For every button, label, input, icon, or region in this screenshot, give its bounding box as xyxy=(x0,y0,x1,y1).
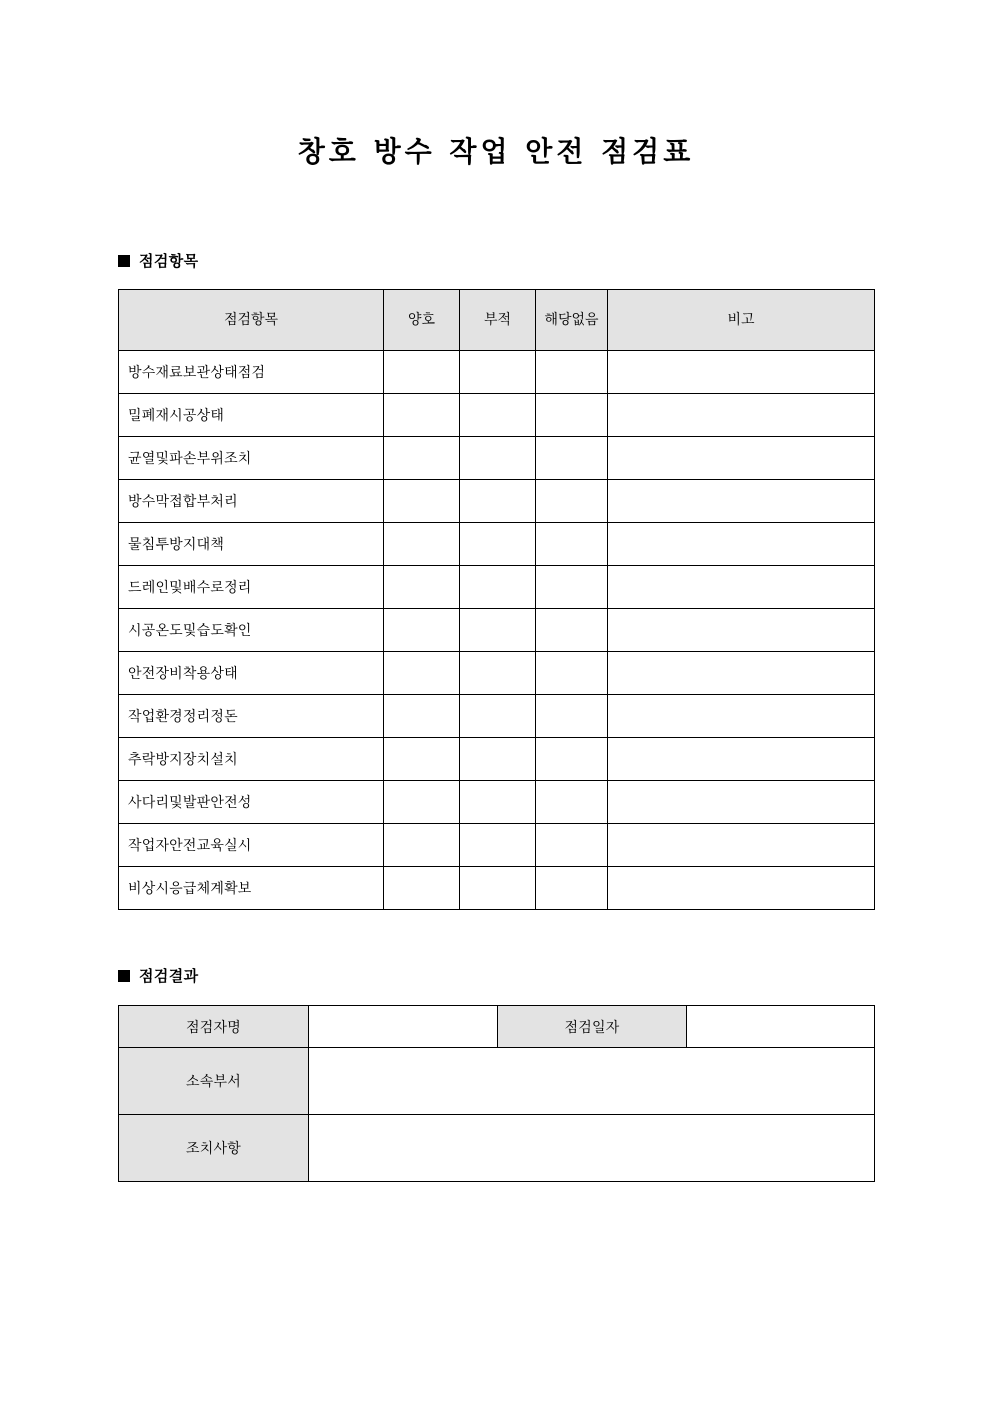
item-label: 비상시응급체계확보 xyxy=(119,867,384,910)
na-checkbox-cell[interactable] xyxy=(536,437,608,480)
table-row xyxy=(119,867,875,910)
na-checkbox-cell[interactable] xyxy=(536,609,608,652)
bad-checkbox-cell[interactable] xyxy=(460,523,536,566)
na-checkbox-cell[interactable] xyxy=(536,351,608,394)
bad-checkbox-cell[interactable] xyxy=(460,609,536,652)
table-header-row xyxy=(119,290,875,351)
na-checkbox-cell[interactable] xyxy=(536,394,608,437)
column-header-bad: 부적 xyxy=(460,290,536,351)
note-cell[interactable] xyxy=(608,738,875,781)
bad-checkbox-cell[interactable] xyxy=(460,781,536,824)
good-checkbox-cell[interactable] xyxy=(384,867,460,910)
good-checkbox-cell[interactable] xyxy=(384,609,460,652)
note-cell[interactable] xyxy=(608,781,875,824)
note-cell[interactable] xyxy=(608,695,875,738)
good-checkbox-cell[interactable] xyxy=(384,781,460,824)
table-row xyxy=(119,652,875,695)
na-checkbox-cell[interactable] xyxy=(536,738,608,781)
na-checkbox-cell[interactable] xyxy=(536,781,608,824)
section-heading-inspection-result xyxy=(118,965,199,986)
inspection-date-field[interactable] xyxy=(687,1006,875,1048)
column-header-item: 점검항목 xyxy=(119,290,384,351)
na-checkbox-cell[interactable] xyxy=(536,566,608,609)
table-row xyxy=(119,523,875,566)
section-heading-label: 점검결과 xyxy=(139,967,199,985)
black-square-bullet-icon xyxy=(118,255,130,267)
inspection-date-label: 점검일자 xyxy=(498,1006,687,1048)
column-header-note: 비고 xyxy=(608,290,875,351)
na-checkbox-cell[interactable] xyxy=(536,652,608,695)
good-checkbox-cell[interactable] xyxy=(384,695,460,738)
good-checkbox-cell[interactable] xyxy=(384,394,460,437)
good-checkbox-cell[interactable] xyxy=(384,652,460,695)
good-checkbox-cell[interactable] xyxy=(384,480,460,523)
item-label: 추락방지장치설치 xyxy=(119,738,384,781)
item-label: 사다리및발판안전성 xyxy=(119,781,384,824)
bad-checkbox-cell[interactable] xyxy=(460,867,536,910)
bad-checkbox-cell[interactable] xyxy=(460,480,536,523)
na-checkbox-cell[interactable] xyxy=(536,824,608,867)
na-checkbox-cell[interactable] xyxy=(536,523,608,566)
table-row xyxy=(119,781,875,824)
table-row xyxy=(119,394,875,437)
action-label: 조치사항 xyxy=(119,1115,309,1182)
table-row xyxy=(119,609,875,652)
bad-checkbox-cell[interactable] xyxy=(460,695,536,738)
page-title: 창호 방수 작업 안전 점검표 xyxy=(297,135,695,168)
note-cell[interactable] xyxy=(608,523,875,566)
inspection-items-table xyxy=(118,289,875,910)
item-label: 작업환경정리정돈 xyxy=(119,695,384,738)
item-label: 방수재료보관상태점검 xyxy=(119,351,384,394)
column-header-good: 양호 xyxy=(384,290,460,351)
item-label: 시공온도및습도확인 xyxy=(119,609,384,652)
bad-checkbox-cell[interactable] xyxy=(460,738,536,781)
section-heading-label: 점검항목 xyxy=(139,252,199,270)
na-checkbox-cell[interactable] xyxy=(536,695,608,738)
item-label: 드레인및배수로정리 xyxy=(119,566,384,609)
inspector-name-field[interactable] xyxy=(309,1006,498,1048)
note-cell[interactable] xyxy=(608,437,875,480)
item-label: 물침투방지대책 xyxy=(119,523,384,566)
bad-checkbox-cell[interactable] xyxy=(460,652,536,695)
bad-checkbox-cell[interactable] xyxy=(460,437,536,480)
column-header-na: 해당없음 xyxy=(536,290,608,351)
inspection-items-body xyxy=(119,351,875,910)
na-checkbox-cell[interactable] xyxy=(536,867,608,910)
item-label: 균열및파손부위조치 xyxy=(119,437,384,480)
good-checkbox-cell[interactable] xyxy=(384,566,460,609)
note-cell[interactable] xyxy=(608,867,875,910)
department-label: 소속부서 xyxy=(119,1048,309,1115)
table-row xyxy=(119,437,875,480)
inspector-name-label: 점검자명 xyxy=(119,1006,309,1048)
note-cell[interactable] xyxy=(608,480,875,523)
item-label: 방수막접합부처리 xyxy=(119,480,384,523)
department-field[interactable] xyxy=(309,1048,875,1115)
good-checkbox-cell[interactable] xyxy=(384,437,460,480)
table-row xyxy=(119,738,875,781)
section-heading-inspection-items xyxy=(118,250,199,271)
good-checkbox-cell[interactable] xyxy=(384,351,460,394)
note-cell[interactable] xyxy=(608,566,875,609)
black-square-bullet-icon xyxy=(118,970,130,982)
table-row xyxy=(119,1115,875,1182)
item-label: 작업자안전교육실시 xyxy=(119,824,384,867)
item-label: 밀폐재시공상태 xyxy=(119,394,384,437)
bad-checkbox-cell[interactable] xyxy=(460,566,536,609)
note-cell[interactable] xyxy=(608,609,875,652)
good-checkbox-cell[interactable] xyxy=(384,824,460,867)
table-row xyxy=(119,351,875,394)
action-field[interactable] xyxy=(309,1115,875,1182)
inspection-result-table xyxy=(118,1005,875,1182)
good-checkbox-cell[interactable] xyxy=(384,523,460,566)
bad-checkbox-cell[interactable] xyxy=(460,824,536,867)
table-row xyxy=(119,480,875,523)
note-cell[interactable] xyxy=(608,824,875,867)
item-label: 안전장비착용상태 xyxy=(119,652,384,695)
note-cell[interactable] xyxy=(608,394,875,437)
table-row xyxy=(119,824,875,867)
table-row xyxy=(119,1006,875,1048)
table-row xyxy=(119,695,875,738)
bad-checkbox-cell[interactable] xyxy=(460,351,536,394)
table-row xyxy=(119,1048,875,1115)
note-cell[interactable] xyxy=(608,351,875,394)
good-checkbox-cell[interactable] xyxy=(384,738,460,781)
na-checkbox-cell[interactable] xyxy=(536,480,608,523)
note-cell[interactable] xyxy=(608,652,875,695)
bad-checkbox-cell[interactable] xyxy=(460,394,536,437)
table-row xyxy=(119,566,875,609)
